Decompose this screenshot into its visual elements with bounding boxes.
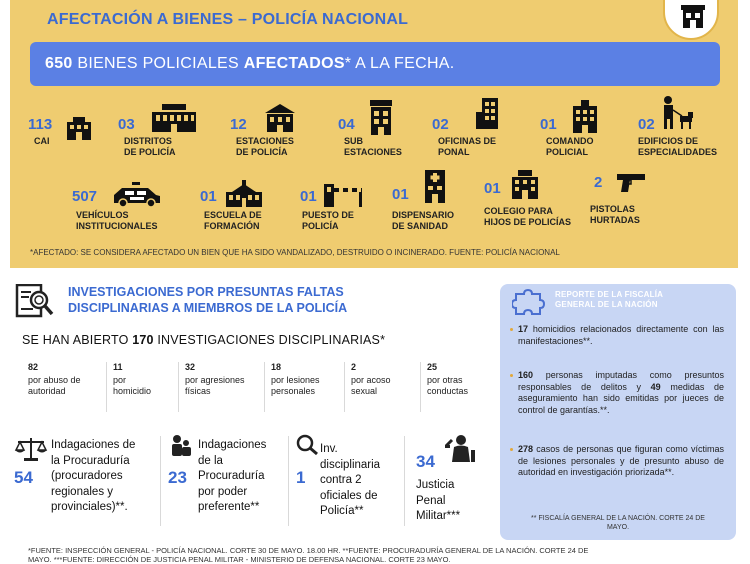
- police-building-icon: [150, 104, 198, 139]
- fiscalia-item-victimas: [510, 444, 724, 479]
- fiscalia-title-2: GENERAL DE LA NACIÓN: [555, 300, 658, 309]
- sources-line-1: *FUENTE: INSPECCIÓN GENERAL - POLICÍA NACIONAL. CORTE 30 DE MAYO. 18.00 HR. **FUENTE: PROCURADURÍA GENERAL DE LA NACIÓN. CORTE 24 DE: [28, 546, 589, 555]
- stat-label: PISTOLAS HURTADAS: [590, 204, 640, 225]
- procedure-number: 34: [416, 452, 435, 471]
- item-number: 17: [518, 324, 529, 334]
- category-text: por abuso de autoridad: [28, 375, 81, 396]
- stat-number: 12: [230, 116, 247, 133]
- procedure-number: 23: [168, 468, 187, 487]
- police-station-icon: [680, 4, 706, 30]
- clinic-building-icon: [422, 170, 448, 209]
- checkpoint-barrier-icon: [322, 180, 364, 213]
- category-text: por agresiones físicas: [185, 375, 245, 396]
- category-number: 2: [351, 362, 357, 372]
- stat-number: 01: [200, 188, 217, 205]
- fiscalia-item-homicidios: [510, 324, 724, 347]
- stat-label: EDIFICIOS DE ESPECIALIDADES: [638, 136, 718, 157]
- magnifier-icon: [296, 434, 320, 461]
- item-text: personas imputadas como presuntos responsables de delitos y: [518, 370, 724, 392]
- procedure-inv-disciplinaria: [296, 432, 400, 528]
- item-text: casos de personas que figuran como víctimas de lesiones personales y de presunto abuso de autoridad en investigación priorizada**.: [518, 444, 724, 477]
- banner-number: 650: [45, 55, 73, 72]
- item-text-2: medidas de aseguramiento han sido emitidas por jueces de control de garantías.**.: [518, 381, 724, 415]
- substation-building-icon: [368, 100, 394, 141]
- stat-number: 04: [338, 116, 355, 133]
- opened-post: INVESTIGACIONES DISCIPLINARIAS*: [153, 333, 386, 347]
- category-number: 82: [28, 362, 39, 372]
- stat-pistolas: [590, 172, 690, 232]
- stat-number: 01: [392, 186, 409, 203]
- stat-estaciones: [230, 104, 330, 160]
- scales-icon: [14, 436, 48, 467]
- item-number: 278: [518, 444, 534, 454]
- procedure-text: Indagaciones de la Procuraduría por poder preferente**: [198, 439, 267, 513]
- fiscalia-title: [555, 290, 663, 310]
- procedure-number: 54: [14, 468, 33, 487]
- fiscalia-footnote: ** FISCALÍA GENERAL DE LA NACIÓN. CORTE 24 DE MAYO.: [531, 515, 705, 531]
- fiscalia-panel: [500, 284, 736, 540]
- item-text: homicidios relacionados directamente con las manifestaciones**.: [518, 324, 724, 346]
- stat-oficinas: [432, 98, 522, 160]
- stat-number: 02: [638, 116, 655, 133]
- stat-number: 01: [300, 188, 317, 205]
- stat-number: 02: [432, 116, 449, 133]
- banner-text-bold: AFECTADOS: [243, 55, 345, 72]
- stat-number: 01: [540, 116, 557, 133]
- office-building-icon: [476, 98, 504, 135]
- divider: [404, 436, 405, 526]
- investigations-opened: [22, 333, 385, 347]
- puzzle-icon: [512, 288, 546, 321]
- stat-label: VEHÍCULOS INSTITUCIONALES: [76, 210, 158, 231]
- affected-footnote: *AFECTADO: SE CONSIDERA AFECTADO UN BIEN QUE HA SIDO VANDALIZADO, DESTRUIDO O INCINERADO. FUENTE: POLICÍA NACIONAL: [30, 248, 560, 257]
- stat-label: DISPENSARIO DE SANIDAD: [392, 210, 455, 231]
- stat-label: DISTRITOS DE POLICÍA: [124, 136, 176, 157]
- police-car-icon: [112, 182, 162, 213]
- stat-label: ESTACIONES DE POLICÍA: [236, 136, 294, 157]
- procedure-number: 1: [296, 468, 306, 487]
- college-building-icon: [510, 170, 540, 205]
- category-acoso: [344, 362, 422, 412]
- procedure-text: Justicia Penal Militar***: [416, 479, 461, 522]
- stat-label: CAI: [34, 136, 50, 146]
- fiscalia-title-1: REPORTE DE LA FISCALÍA: [555, 290, 664, 299]
- category-number: 32: [185, 362, 196, 372]
- stat-number: 01: [484, 180, 501, 197]
- stat-edificios: [638, 96, 738, 160]
- category-text: por otras conductas: [427, 375, 469, 396]
- stat-label: ESCUELA DE FORMACIÓN: [204, 210, 262, 231]
- stat-puesto: [300, 180, 380, 236]
- stat-dispensario: [392, 170, 472, 236]
- category-abuso: [22, 362, 100, 412]
- stat-number: 03: [118, 116, 135, 133]
- total-affected-banner: [30, 42, 720, 86]
- pistol-icon: [616, 172, 646, 199]
- category-text: por acoso sexual: [351, 375, 391, 396]
- judge-icon: [444, 434, 478, 469]
- school-icon: [224, 180, 264, 213]
- category-homicidio: [106, 362, 184, 412]
- section-title-bienes: AFECTACIÓN A BIENES – POLICÍA NACIONAL: [47, 11, 409, 28]
- procedure-justicia-militar: [416, 432, 494, 528]
- stat-vehiculos: [72, 180, 197, 236]
- document-search-icon: [15, 284, 55, 323]
- category-otras: [420, 362, 498, 412]
- opened-pre: SE HAN ABIERTO: [22, 333, 133, 347]
- category-agresiones: [178, 362, 256, 412]
- category-text: por homicidio: [113, 375, 152, 396]
- category-text: por lesiones personales: [271, 375, 320, 396]
- officer-dog-icon: [660, 96, 694, 135]
- procedure-text: Inv. disciplinaria contra 2 oficiales de Policía**: [320, 443, 381, 517]
- stat-label: COMANDO POLICIAL: [546, 136, 594, 157]
- divider: [160, 436, 161, 526]
- cai-building-icon: [64, 116, 94, 147]
- divider: [288, 436, 289, 526]
- user-group-icon: [170, 434, 192, 463]
- opened-number: 170: [132, 333, 154, 347]
- category-number: 25: [427, 362, 438, 372]
- stat-number: 113: [28, 116, 53, 133]
- stat-subestaciones: [338, 100, 418, 160]
- station-building-icon: [264, 104, 296, 139]
- item-number: 160: [518, 370, 534, 380]
- stat-number: 507: [72, 188, 98, 205]
- category-number: 11: [113, 362, 123, 372]
- stat-distritos: [118, 104, 228, 160]
- stat-label: COLEGIO PARA HIJOS DE POLICÍAS: [484, 206, 572, 227]
- stat-label: SUB ESTACIONES: [344, 136, 402, 157]
- stat-colegio: [484, 170, 594, 236]
- section-title-investigaciones: [68, 284, 347, 316]
- item-number-2: 49: [650, 381, 661, 392]
- title-line-1: INVESTIGACIONES POR PRESUNTAS FALTAS: [68, 285, 344, 299]
- banner-text-post: * A LA FECHA.: [344, 55, 455, 72]
- title-line-2: DISCIPLINARIAS A MIEMBROS DE LA POLICÍA: [68, 301, 348, 315]
- procedure-procuraduria-regional: [14, 432, 156, 528]
- sources-footnote: [28, 546, 748, 564]
- command-building-icon: [570, 100, 600, 139]
- category-lesiones: [264, 362, 342, 412]
- stat-escuela: [200, 180, 300, 236]
- sources-line-2: MAYO. ***FUENTE: DIRECCIÓN DE JUSTICIA PENAL MILITAR - MINISTERIO DE DEFENSA NACIONAL. CORTE 23 MAYO.: [28, 555, 451, 564]
- procedure-text: Indagaciones de la Procuraduría (procuradores regionales y provinciales)**.: [51, 439, 136, 513]
- stat-label: PUESTO DE POLICÍA: [302, 210, 354, 231]
- procedure-poder-preferente: [168, 432, 286, 528]
- category-number: 18: [271, 362, 282, 372]
- stat-label: OFICINAS DE PONAL: [438, 136, 497, 157]
- fiscalia-item-imputados: [510, 370, 724, 416]
- stat-number: 2: [594, 174, 603, 191]
- banner-text-pre: BIENES POLICIALES: [72, 55, 244, 72]
- stat-cai: [28, 116, 113, 160]
- stat-comando: [540, 100, 620, 160]
